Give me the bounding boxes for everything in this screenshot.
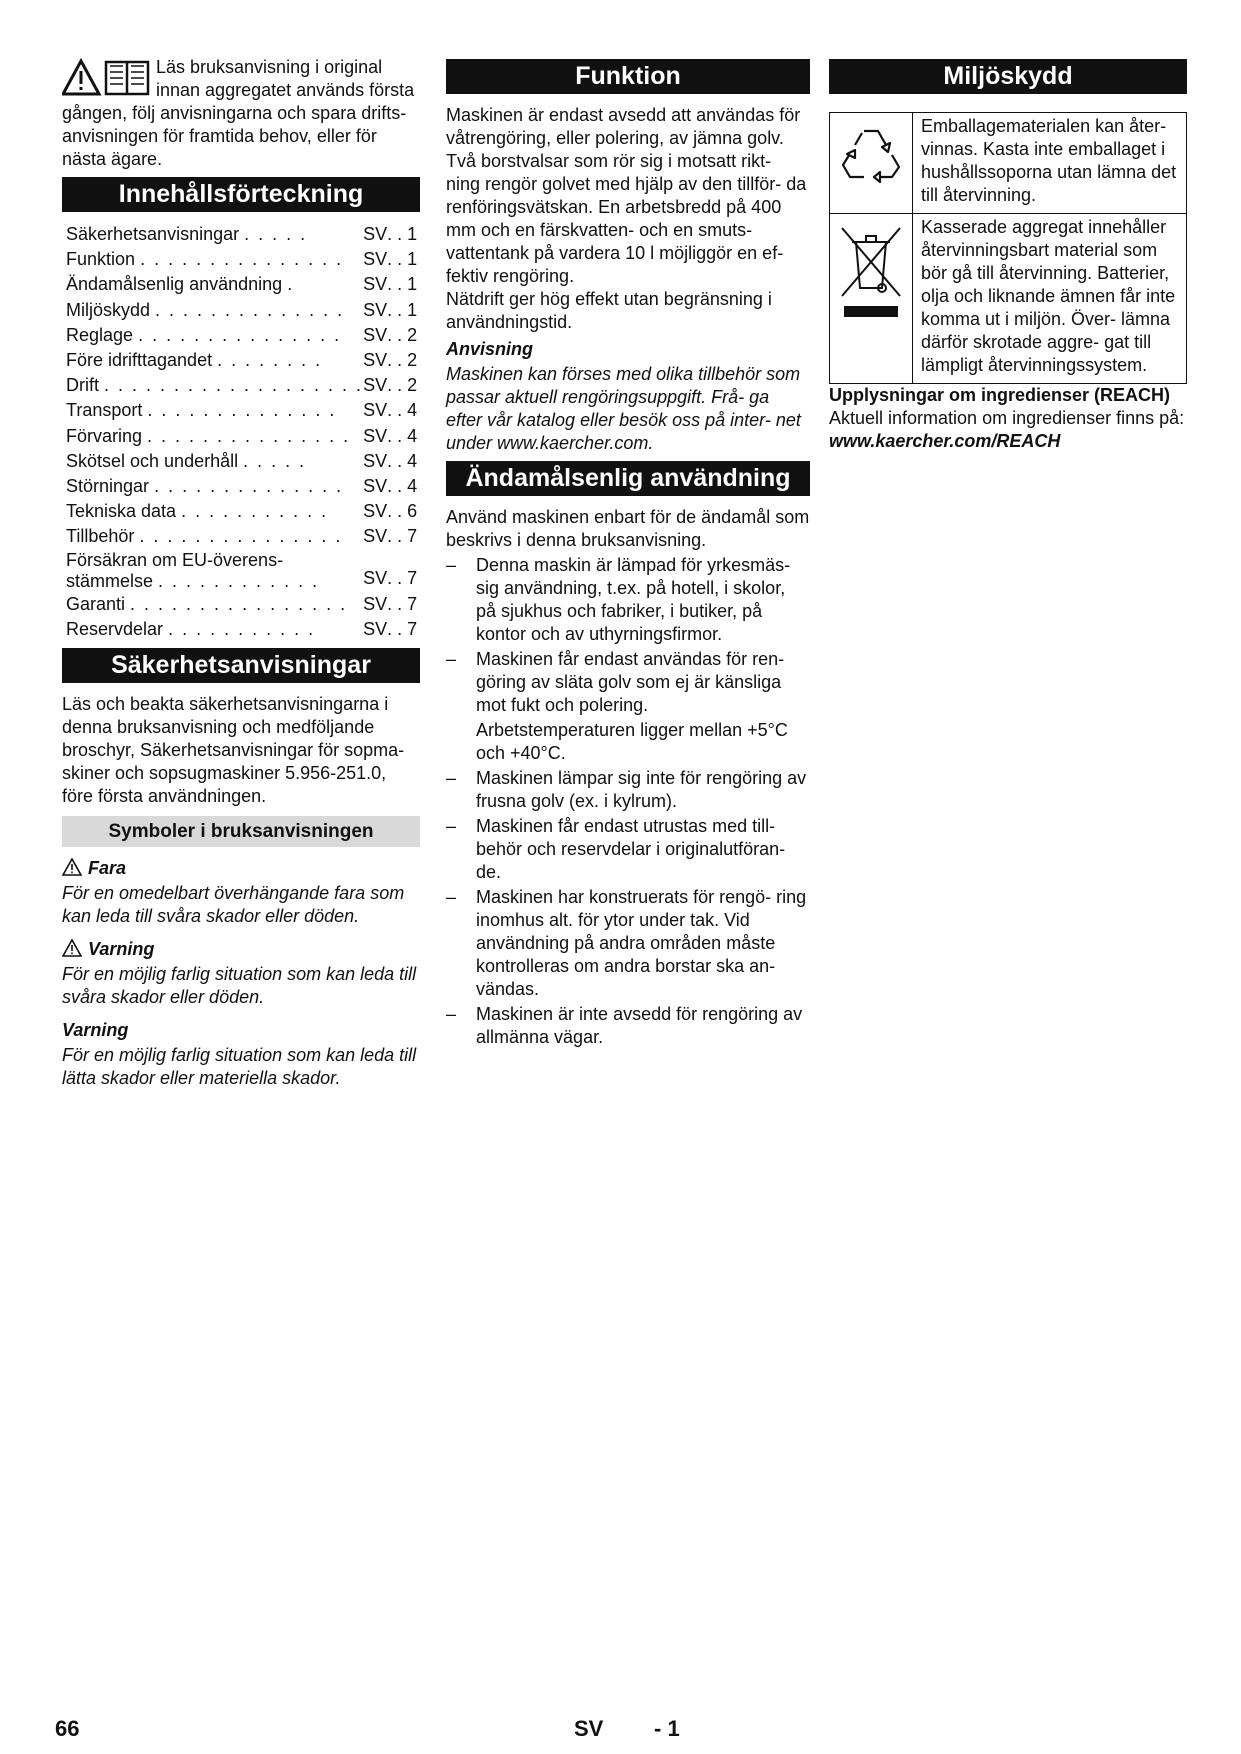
function-para-2: Två borstvalsar som rör sig i motsatt rikt- ning rengör golvet med hjälp av den tillför- da renföringsvätskan. En arbetsbredd på 400 mm och en färskvatten- och en smuts- vattentank på vardera 10 l möjliggör en ef- fektiv rengöring. — [446, 151, 807, 286]
toc-dots: . . . . . — [243, 450, 307, 471]
intended-use-list — [446, 554, 810, 717]
page-number: 66 — [55, 1716, 80, 1741]
environment-heading: Miljöskydd — [829, 59, 1187, 94]
symbol-varning-plain — [62, 1019, 420, 1090]
toc-table — [62, 222, 421, 642]
toc-label[interactable]: Transport — [66, 400, 143, 421]
reach-title: Upplysningar om ingredienser (REACH) — [829, 385, 1171, 405]
function-para-1: Maskinen är endast avsedd att användas för våtrengöring, eller polering, av jämna golv. — [446, 105, 801, 148]
toc-page[interactable]: . . 4 — [387, 450, 418, 471]
warning-triangle-icon — [63, 61, 99, 94]
toc-lang: SV — [363, 425, 388, 446]
toc-label-cell[interactable] — [62, 348, 363, 373]
toc-label-cell[interactable] — [62, 398, 363, 423]
intro-block — [62, 56, 420, 171]
toc-page[interactable]: . . 1 — [387, 274, 418, 295]
toc-lang: SV — [363, 476, 388, 497]
toc-label[interactable]: Tillbehör — [66, 526, 135, 547]
symbol-text: För en omedelbart överhängande fara som kan leda till svåra skador eller döden. — [62, 883, 405, 927]
symbol-title: Varning — [88, 939, 155, 960]
toc-label[interactable]: Tekniska data — [66, 501, 177, 522]
toc-dots: . . . . . . . . . . . — [168, 618, 316, 639]
toc-label[interactable]: Försäkran om EU-överens- stämmelse — [66, 549, 284, 591]
toc-label[interactable]: Före idrifttagandet — [66, 350, 213, 371]
toc-dots: . . . . . . . . . . . . . . — [154, 476, 344, 497]
toc-page[interactable]: . . 1 — [387, 249, 418, 270]
toc-row[interactable] — [62, 373, 421, 398]
toc-lang: SV — [363, 450, 388, 471]
toc-lang: SV — [363, 299, 388, 320]
toc-page[interactable]: . . 7 — [387, 526, 418, 547]
toc-lang: SV — [363, 593, 388, 614]
toc-lang: SV — [363, 324, 388, 345]
list-item: – Maskinen har konstruerats för rengö- ring inomhus alt. för ytor under tak. Vid användning på andra områden måste kontrolleras om andra borstar ska an- vändas. — [446, 886, 810, 1001]
toc-row[interactable] — [62, 247, 421, 272]
warning-triangle-icon — [62, 939, 82, 957]
environment-text: Emballagematerialen kan åter- vinnas. Kasta inte emballaget i hushållssoporna utan lämna det till återvinning. — [913, 113, 1187, 214]
toc-label-cell[interactable] — [62, 499, 363, 524]
list-item: – Maskinen får endast användas för ren- göring av släta golv som ej är känsliga mot fukt och polering. — [446, 648, 810, 717]
toc-dots: . . . . . . . . . . . . . . . — [139, 526, 343, 547]
toc-row[interactable] — [62, 298, 421, 323]
environment-table — [829, 112, 1187, 384]
toc-page[interactable]: . . 1 — [387, 224, 418, 244]
toc-label-cell[interactable] — [62, 272, 363, 297]
note-title: Anvisning — [446, 339, 534, 359]
toc-row[interactable] — [62, 348, 421, 373]
symbol-text: För en möjlig farlig situation som kan leda till svåra skador eller döden. — [62, 964, 417, 1008]
toc-lang: SV — [363, 274, 388, 295]
toc-page[interactable]: . . 7 — [387, 618, 418, 639]
warning-triangle-icon — [62, 858, 82, 876]
footer-lang: SV — [574, 1716, 604, 1741]
toc-dots: . . . . . . . . . . . . . . . . — [130, 593, 348, 614]
footer-section-page: - 1 — [654, 1716, 680, 1741]
toc-lang: SV — [363, 568, 388, 589]
toc-row[interactable] — [62, 617, 421, 642]
environment-row — [830, 214, 1187, 384]
toc-dots: . . . . . — [244, 224, 308, 244]
toc-page[interactable]: . . 4 — [387, 400, 418, 421]
toc-row[interactable] — [62, 398, 421, 423]
open-book-icon — [106, 62, 148, 94]
note-text: Maskinen kan förses med olika tillbehör som passar aktuell rengöringsuppgift. Frå- ga efter vår katalog eller besök oss på inter- net under www.kaercher.com. — [446, 364, 801, 453]
toc-row[interactable] — [62, 222, 421, 247]
toc-label[interactable]: Säkerhetsanvisningar — [66, 224, 240, 244]
toc-label[interactable]: Miljöskydd — [66, 299, 151, 320]
intro-text: Läs bruksanvisning i original innan aggregatet används första gången, följ anvisningarna och spara drifts- anvisningen för framtida behov, eller för nästa ägare. — [62, 57, 415, 169]
list-item: – Maskinen är inte avsedd för rengöring av allmänna vägar. — [446, 1003, 810, 1049]
safety-heading: Säkerhetsanvisningar — [62, 648, 420, 683]
toc-label-cell[interactable] — [62, 247, 363, 272]
symbol-title: Fara — [88, 858, 127, 879]
safety-text: Läs och beakta säkerhetsanvisningarna i denna bruksanvisning och medföljande broschyr, Säkerhetsanvisningar för sopma- skiner och sopsugmaskiner 5.956-251.0, före första användningen. — [62, 694, 405, 807]
column-right — [829, 56, 1187, 453]
toc-dots: . — [287, 274, 295, 295]
temperature-note: Arbetstemperaturen ligger mellan +5°C och +40°C. — [476, 720, 788, 763]
toc-page[interactable]: . . 7 — [387, 593, 418, 614]
toc-lang: SV — [363, 224, 388, 244]
toc-label-cell[interactable] — [62, 550, 363, 592]
reach-url[interactable]: www.kaercher.com/REACH — [829, 431, 1061, 451]
toc-label-cell[interactable] — [62, 592, 363, 617]
toc-dots: . . . . . . . . — [217, 350, 323, 371]
toc-label[interactable]: Förvaring — [66, 425, 143, 446]
toc-page[interactable]: . . 2 — [387, 324, 418, 345]
toc-label[interactable]: Funktion — [66, 249, 136, 270]
toc-row[interactable] — [62, 550, 421, 592]
symbol-text: För en möjlig farlig situation som kan leda till lätta skador eller materiella skador. — [62, 1045, 417, 1089]
intended-use-heading: Ändamålsenlig användning — [446, 461, 810, 496]
toc-lang: SV — [363, 526, 388, 547]
symbols-heading: Symboler i bruksanvisningen — [62, 816, 420, 847]
symbol-varning — [62, 938, 420, 1009]
toc-page[interactable]: . . 1 — [387, 299, 418, 320]
toc-label[interactable]: Ändamålsenlig användning — [66, 274, 283, 295]
list-item: – Maskinen lämpar sig inte för rengöring av frusna golv (ex. i kylrum). — [446, 767, 810, 813]
toc-dots: . . . . . . . . . . . . . . . — [147, 425, 351, 446]
toc-label-cell[interactable] — [62, 424, 363, 449]
column-left — [62, 56, 420, 1090]
function-para-3: Nätdrift ger hög effekt utan begränsning i användningstid. — [446, 289, 772, 332]
toc-label-cell[interactable] — [62, 524, 363, 549]
function-heading: Funktion — [446, 59, 810, 94]
toc-heading: Innehållsförteckning — [62, 177, 420, 212]
toc-label[interactable]: Garanti — [66, 593, 126, 614]
toc-page[interactable]: . . 4 — [387, 476, 418, 497]
toc-page[interactable]: . . 2 — [387, 350, 418, 371]
toc-row[interactable] — [62, 524, 421, 549]
toc-lang: SV — [363, 618, 388, 639]
toc-label[interactable]: Störningar — [66, 476, 150, 497]
toc-lang: SV — [363, 350, 388, 371]
toc-row[interactable] — [62, 323, 421, 348]
toc-dots: . . . . . . . . . . . . . . — [147, 400, 337, 421]
reach-text: Aktuell information om ingredienser finns på: — [829, 408, 1185, 428]
toc-row[interactable] — [62, 449, 421, 474]
toc-row[interactable] — [62, 592, 421, 617]
toc-page[interactable]: . . 7 — [387, 568, 418, 589]
toc-lang: SV — [363, 375, 388, 396]
column-middle — [446, 56, 810, 1051]
intended-use-intro: Använd maskinen enbart för de ändamål som beskrivs i denna bruksanvisning. — [446, 507, 810, 550]
intro-icons — [62, 58, 150, 98]
toc-lang: SV — [363, 249, 388, 270]
environment-icon-cell — [830, 214, 913, 384]
environment-row — [830, 113, 1187, 214]
toc-dots: . . . . . . . . . . . — [181, 501, 329, 522]
toc-label-cell[interactable] — [62, 222, 363, 247]
toc-row[interactable] — [62, 474, 421, 499]
toc-dots: . . . . . . . . . . . . . . . — [138, 324, 342, 345]
toc-label-cell[interactable] — [62, 323, 363, 348]
list-item: – Denna maskin är lämpad för yrkesmäs- sig användning, t.ex. på hotell, i skolor, på sjukhus och fabriker, i butiker, på kontor och av uthyrningsfirmor. — [446, 554, 810, 646]
toc-label-cell[interactable] — [62, 449, 363, 474]
toc-label[interactable]: Drift — [66, 375, 99, 396]
toc-row[interactable] — [62, 272, 421, 297]
crossed-bin-icon — [838, 222, 904, 318]
toc-label[interactable]: Skötsel och underhåll — [66, 450, 239, 471]
toc-dots: . . . . . . . . . . . . . . . . . . . — [104, 375, 364, 396]
intended-use-list-cont — [446, 767, 810, 1049]
toc-label-cell[interactable] — [62, 617, 363, 642]
toc-page[interactable]: . . 6 — [387, 501, 418, 522]
symbol-title: Varning — [62, 1020, 129, 1041]
toc-dots: . . . . . . . . . . . . . . . — [140, 249, 344, 270]
toc-label-cell[interactable] — [62, 298, 363, 323]
toc-lang: SV — [363, 501, 388, 522]
toc-label[interactable]: Reglage — [66, 324, 134, 345]
toc-row[interactable] — [62, 424, 421, 449]
environment-text: Kasserade aggregat innehåller återvinningsbart material som bör gå till återvinning. Batterier, olja och liknande ämnen får inte komma ut i miljön. Över- lämna därför skrotade aggre- gat till lämpligt återvinningssystem. — [913, 214, 1187, 384]
toc-page[interactable]: . . 4 — [387, 425, 418, 446]
toc-dots: . . . . . . . . . . . . — [158, 570, 320, 591]
environment-icon-cell — [830, 113, 913, 214]
recycling-icon — [838, 121, 904, 187]
toc-lang: SV — [363, 400, 388, 421]
toc-label[interactable]: Reservdelar — [66, 618, 164, 639]
symbol-fara — [62, 857, 420, 928]
toc-row[interactable] — [62, 499, 421, 524]
list-item: – Maskinen får endast utrustas med till- behör och reservdelar i originalutföran- de. — [446, 815, 810, 884]
toc-label-cell[interactable] — [62, 474, 363, 499]
toc-dots: . . . . . . . . . . . . . . — [155, 299, 345, 320]
toc-page[interactable]: . . 2 — [387, 375, 418, 396]
toc-label-cell[interactable] — [62, 373, 363, 398]
